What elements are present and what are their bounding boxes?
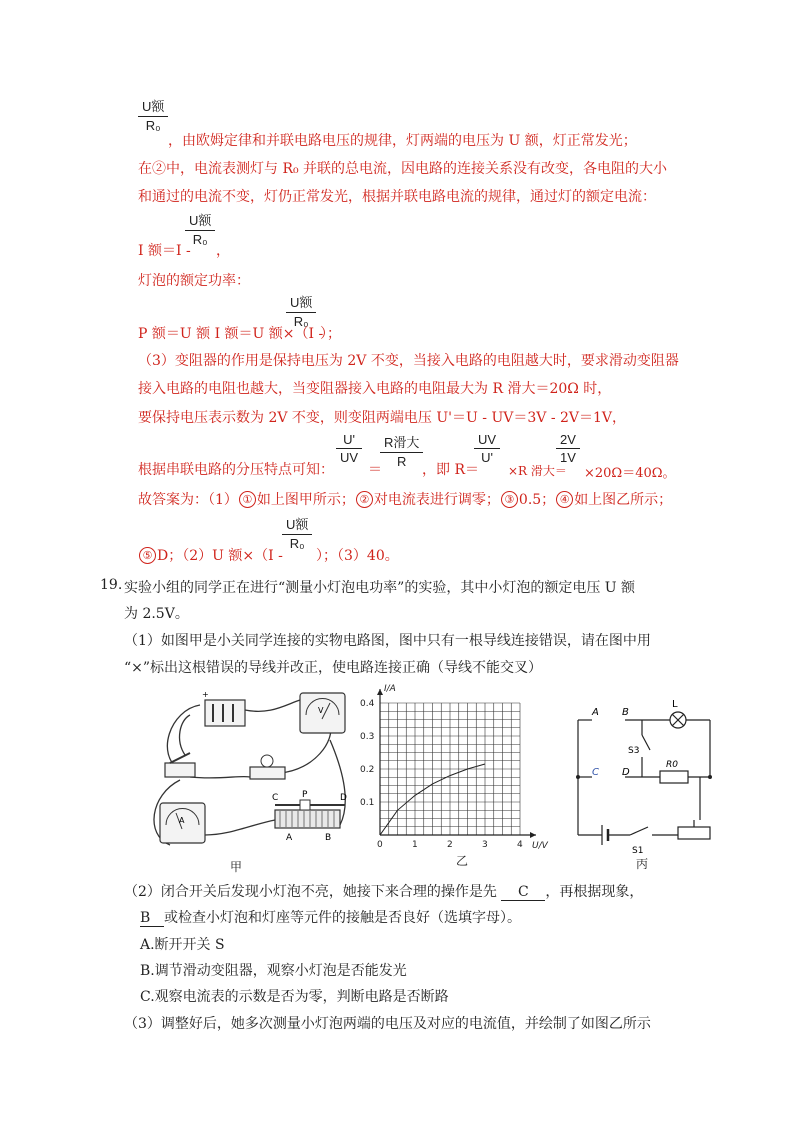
fraction-uv-over-u-prime: UV U' xyxy=(474,432,500,465)
rheostat-label-p: P xyxy=(302,790,308,800)
solution-line-10-eq: ＝ xyxy=(368,462,382,478)
node-c: C xyxy=(592,767,599,778)
resistor-r0-label: R0 xyxy=(666,760,678,770)
y-tick-label: 0.4 xyxy=(360,699,375,709)
option-a: A.断开开关 S xyxy=(140,937,225,953)
y-tick-label: 0.1 xyxy=(360,798,375,808)
fraction-u-over-r0-3: U额 R₀ xyxy=(286,292,316,329)
solution-line-6-tail: ）； xyxy=(320,326,341,342)
solution-line-10-mid: ，即 R＝ xyxy=(422,462,479,478)
answer-line-2-tail: ）；（3）40。 xyxy=(316,548,399,564)
solution-line-6: P 额＝U 额 I 额＝U 额×（I - xyxy=(138,326,324,342)
rheostat-label-a: A xyxy=(286,833,293,843)
node-d: D xyxy=(622,767,630,778)
solution-line-10-x: ×R 滑大＝ xyxy=(508,464,567,478)
y-axis-label: I/A xyxy=(384,684,396,694)
y-axis-arrow xyxy=(377,689,383,695)
fraction-u-over-r0-4: U额 R₀ xyxy=(282,514,312,551)
switch-s1-label: S1 xyxy=(632,846,644,856)
x-tick-label: 0 xyxy=(377,840,383,850)
figure-bing-caption: 丙 xyxy=(636,857,649,871)
answer-line-1: 故答案为：（1） ① 如上图甲所示； ② 对电流表进行调零； ③ 0.5； ④ 如上图乙所示； xyxy=(138,492,673,508)
lamp-label: L xyxy=(672,699,678,710)
option-b: B.调节滑动变阻器，观察小灯泡是否能发光 xyxy=(140,963,407,979)
x-tick-label: 4 xyxy=(517,840,523,850)
ammeter-label: A xyxy=(179,816,185,825)
question-19-line-2: 为 2.5V。 xyxy=(124,606,189,622)
fraction-u-over-r0-2: U额 R₀ xyxy=(185,210,215,247)
switch-s3-label: S3 xyxy=(628,746,640,756)
x-tick-label: 2 xyxy=(447,840,453,850)
node-b: B xyxy=(622,707,629,718)
node-a: A xyxy=(592,707,599,718)
solution-line-9: 要保持电压表示数为 2V 不变，则变阻两端电压 U'＝U - UV＝3V - 2V＝1V， xyxy=(138,410,627,426)
chart-svg xyxy=(360,675,548,865)
question-19-part1-a: （1）如图甲是小关同学连接的实物电路图，图中只有一根导线连接错误，请在图中用 xyxy=(124,633,651,649)
question-19-number: 19. xyxy=(100,577,123,593)
solution-line-10-prefix: 根据串联电路的分压特点可知： xyxy=(138,462,334,478)
rheostat-label-d: D xyxy=(340,793,347,803)
rheostat-label-c: C xyxy=(272,793,279,803)
battery-plus: + xyxy=(202,690,209,699)
solution-line-5: 灯泡的额定功率： xyxy=(138,273,250,289)
solution-line-3: 和通过的电流不变，灯仍正常发光，根据并联电路电流的规律，通过灯的额定电流： xyxy=(138,189,656,205)
option-c: C.观察电流表的示数是否为零，判断电路是否断路 xyxy=(140,989,449,1005)
voltmeter-label: V xyxy=(318,706,324,715)
question-19-part2-b: B 或检查小灯泡和灯座等元件的接触是否良好（选填字母）。 xyxy=(140,910,521,926)
question-19-part2-a: （2）闭合开关后发现小灯泡不亮，她接下来合理的操作是先 C ，再根据现象， xyxy=(124,884,644,900)
question-19-part3: （3）调整好后，她多次测量小灯泡两端的电压及对应的电流值，并绘制了如图乙所示 xyxy=(124,1016,651,1032)
figure-jia-caption: 甲 xyxy=(230,860,243,874)
figure-yi-caption: 乙 xyxy=(456,854,469,868)
fraction-r-max-over-r: R滑大 R xyxy=(380,432,423,469)
question-19-line-1: 实验小组的同学正在进行“测量小灯泡电功率”的实验，其中小灯泡的额定电压 U 额 xyxy=(124,580,636,596)
solution-line-7: （3）变阻器的作用是保持电压为 2V 不变，当接入电路的电阻越大时，要求滑动变阻器 xyxy=(138,353,679,369)
answer-line-2: ⑤ D；（2）U 额×（I - xyxy=(138,545,283,565)
y-tick-label: 0.2 xyxy=(360,765,375,775)
fraction-2v-over-1v: 2V 1V xyxy=(556,432,580,465)
figure-bing-schematic xyxy=(570,695,720,855)
figure-yi-chart xyxy=(360,675,548,865)
x-axis-arrow xyxy=(530,832,536,838)
figure-jia-svg xyxy=(150,685,360,870)
question-19-part1-b: “×”标出这根错误的导线并改正，使电路连接正确（导线不能交叉） xyxy=(124,660,543,676)
x-axis-label: U/V xyxy=(532,841,548,851)
solution-line-2: 在②中，电流表测灯与 R₀ 并联的总电流，因电路的连接关系没有改变，各电阻的大小 xyxy=(138,161,668,177)
x-tick-label: 3 xyxy=(482,840,488,850)
solution-line-4-tail: ， xyxy=(216,243,230,259)
answer-blank-2: B xyxy=(140,910,164,927)
solution-line-8: 接入电路的电阻也越大，当变阻器接入电路的电阻最大为 R 滑大＝20Ω 时， xyxy=(138,381,612,397)
fraction-u-over-r0: U额 R₀ xyxy=(138,96,168,133)
x-tick-label: 1 xyxy=(412,840,418,850)
answer-blank-1: C xyxy=(501,884,545,901)
y-tick-label: 0.3 xyxy=(360,732,375,742)
figure-bing-svg xyxy=(570,695,720,855)
solution-line-1: ，由欧姆定律和并联电路电压的规律，灯两端的电压为 U 额，灯正常发光； xyxy=(168,133,637,149)
fraction-u-prime-over-uv: U' UV xyxy=(336,432,362,465)
solution-line-10-end: ×20Ω＝40Ω。 xyxy=(584,466,676,481)
figure-jia-physical-circuit xyxy=(150,685,360,870)
rheostat-label-b: B xyxy=(325,833,332,843)
solution-line-4: I 额＝I - xyxy=(138,243,191,259)
